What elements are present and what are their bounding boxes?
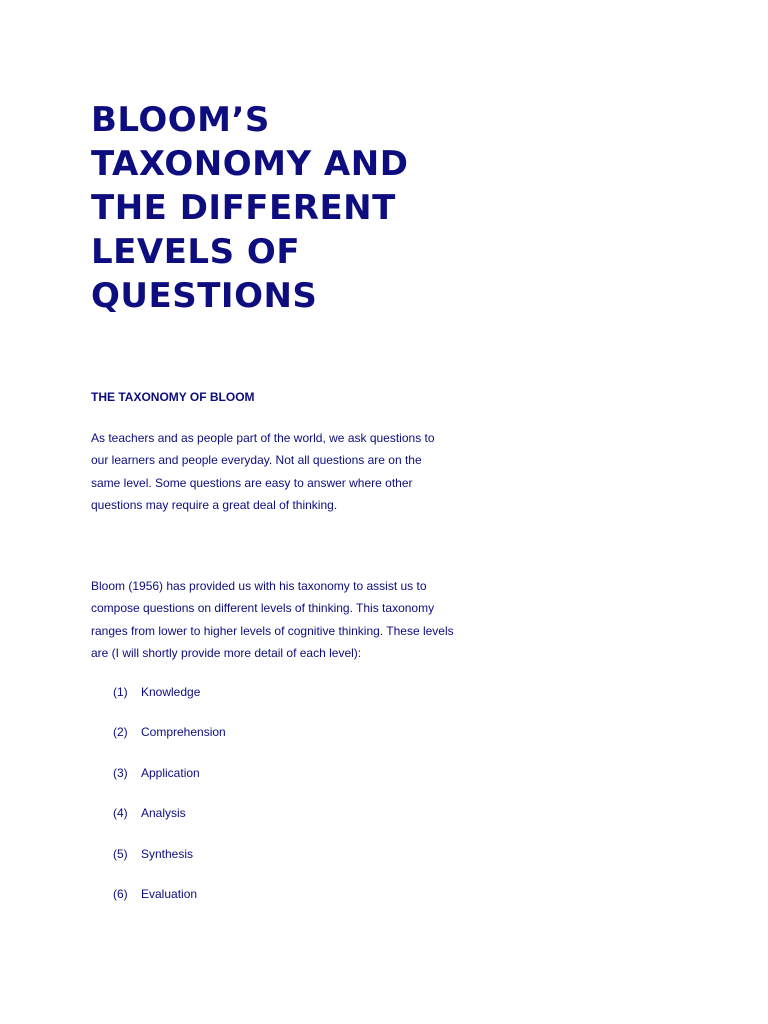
level-number: (1): [113, 685, 128, 699]
level-label: Evaluation: [141, 886, 198, 901]
list-item: [113, 804, 226, 844]
title-line: LEVELS OF: [91, 232, 301, 272]
title-line: THE DIFFERENT: [91, 188, 396, 228]
section-heading: THE TAXONOMY OF BLOOM: [91, 390, 255, 404]
paragraph-line: Bloom (1956) has provided us with his taxonomy to assist us to: [91, 579, 427, 593]
title-line: BLOOM’S: [91, 100, 270, 140]
list-item: [113, 885, 226, 925]
level-number: (6): [113, 886, 128, 901]
intro-paragraph: [91, 427, 511, 517]
level-number: (2): [113, 725, 128, 740]
level-label: Knowledge: [141, 685, 201, 699]
level-number: (5): [113, 846, 128, 861]
level-number: (4): [113, 806, 128, 821]
level-label: Synthesis: [141, 846, 194, 861]
paragraph-line: same level. Some questions are easy to answer where other: [91, 475, 413, 490]
level-number: (3): [113, 765, 128, 780]
list-item: [113, 845, 226, 885]
bloom-paragraph: [91, 575, 511, 665]
paragraph-line: As teachers and as people part of the world, we ask questions to: [91, 431, 435, 445]
paragraph-line: compose questions on different levels of thinking. This taxonomy: [91, 601, 435, 616]
paragraph-line: are (I will shortly provide more detail of each level):: [91, 646, 362, 661]
title-line: TAXONOMY AND: [91, 144, 409, 184]
level-label: Application: [141, 765, 200, 780]
list-item: [113, 683, 226, 723]
document-title: [91, 98, 511, 318]
paragraph-line: ranges from lower to higher levels of cognitive thinking. These levels: [91, 623, 454, 638]
list-item: [113, 764, 226, 804]
level-label: Comprehension: [141, 725, 226, 740]
level-label: Analysis: [141, 806, 186, 821]
paragraph-line: our learners and people everyday. Not all questions are on the: [91, 453, 422, 468]
title-line: QUESTIONS: [91, 276, 318, 316]
paragraph-line: questions may require a great deal of thinking.: [91, 498, 338, 513]
levels-list: [113, 683, 226, 925]
list-item: [113, 723, 226, 763]
